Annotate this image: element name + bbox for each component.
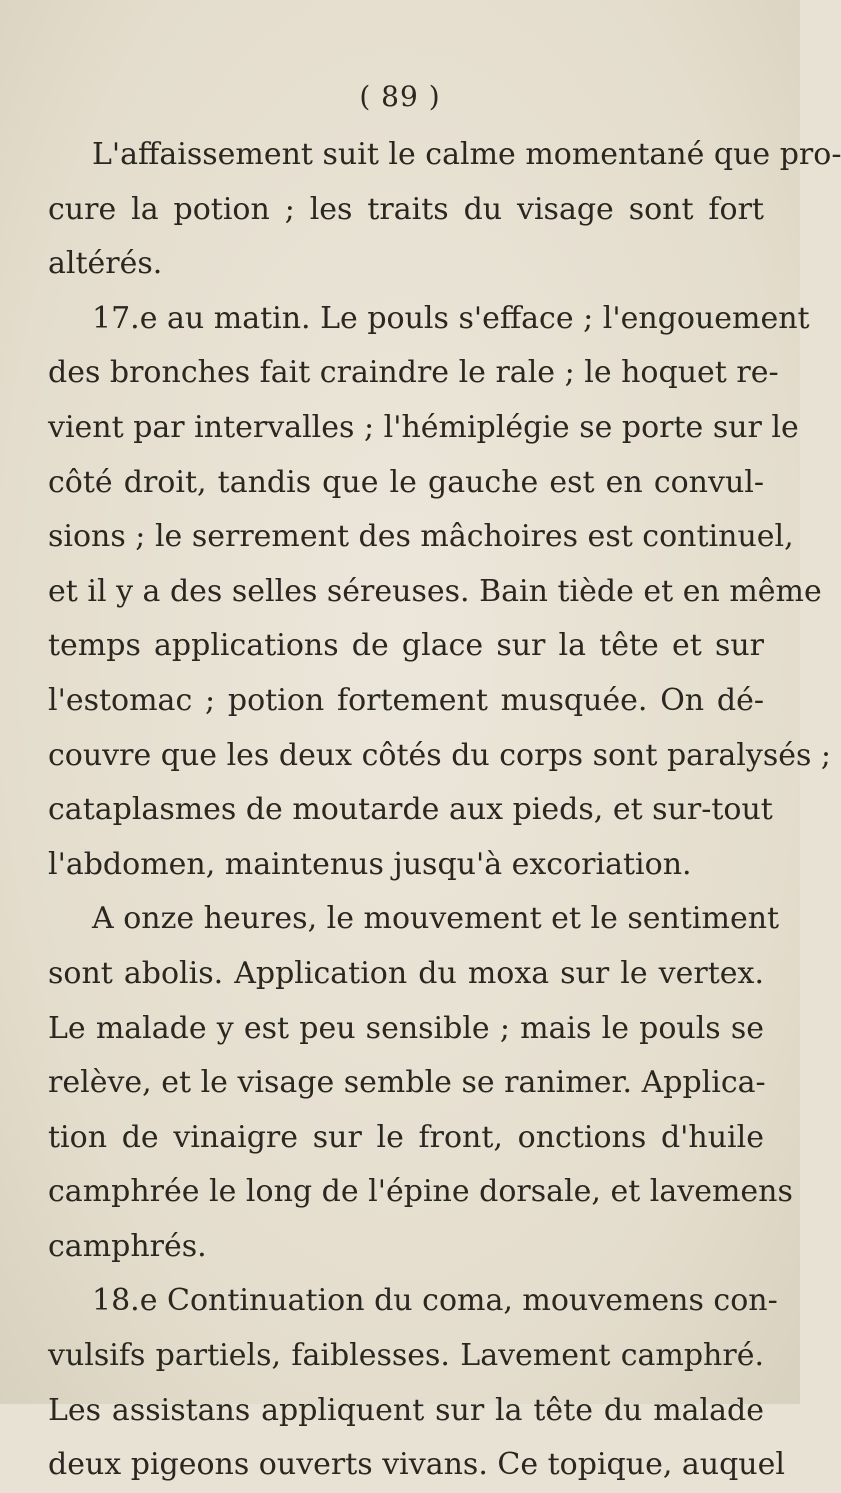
text-line: Le malade y est peu sensible ; mais le pouls se bbox=[48, 1010, 764, 1046]
text-line: deux pigeons ouverts vivans. Ce topique, auquel bbox=[48, 1447, 785, 1483]
text-line: A onze heures, le mouvement et le sentiment bbox=[92, 901, 780, 937]
text-line: L'affaissement suit le calme momentané que pro- bbox=[92, 137, 841, 172]
text-line: sions ; le serrement des mâchoires est continuel, bbox=[48, 519, 794, 555]
text-line: côté droit, tandis que le gauche est en convul- bbox=[48, 464, 764, 500]
text-line: des bronches fait craindre le rale ; le hoquet re- bbox=[48, 355, 779, 391]
text-line: et il y a des selles séreuses. Bain tiède et en même bbox=[48, 573, 822, 609]
text-line: relève, et le visage semble se ranimer. Applica- bbox=[48, 1065, 766, 1101]
text-line: couvre que les deux côtés du corps sont paralysés ; bbox=[48, 737, 832, 773]
text-line: temps applications de glace sur la tête et sur bbox=[48, 628, 764, 664]
text-line: Les assistans appliquent sur la tête du malade bbox=[48, 1392, 764, 1428]
text-line: 17.e au matin. Le pouls s'efface ; l'engouement bbox=[92, 300, 810, 336]
text-line: l'abdomen, maintenus jusqu'à excoriation. bbox=[48, 846, 692, 882]
text-line: cure la potion ; les traits du visage sont fort bbox=[48, 191, 764, 227]
text-line: 18.e Continuation du coma, mouvemens con- bbox=[92, 1283, 778, 1319]
text-line: camphrée le long de l'épine dorsale, et lavemens bbox=[48, 1174, 793, 1210]
body-text bbox=[48, 128, 841, 1493]
text-line: vulsifs partiels, faiblesses. Lavement camphré. bbox=[48, 1338, 764, 1374]
text-line: l'estomac ; potion fortement musquée. On dé- bbox=[48, 682, 764, 718]
text-line: cataplasmes de moutarde aux pieds, et sur-tout bbox=[48, 792, 773, 828]
text-line: camphrés. bbox=[48, 1228, 207, 1264]
text-line: altérés. bbox=[48, 246, 163, 282]
page-number: ( 89 ) bbox=[359, 80, 441, 113]
text-line: tion de vinaigre sur le front, onctions d'huile bbox=[48, 1119, 764, 1155]
text-line: sont abolis. Application du moxa sur le vertex. bbox=[48, 955, 764, 991]
text-line: vient par intervalles ; l'hémiplégie se porte sur le bbox=[48, 409, 799, 445]
